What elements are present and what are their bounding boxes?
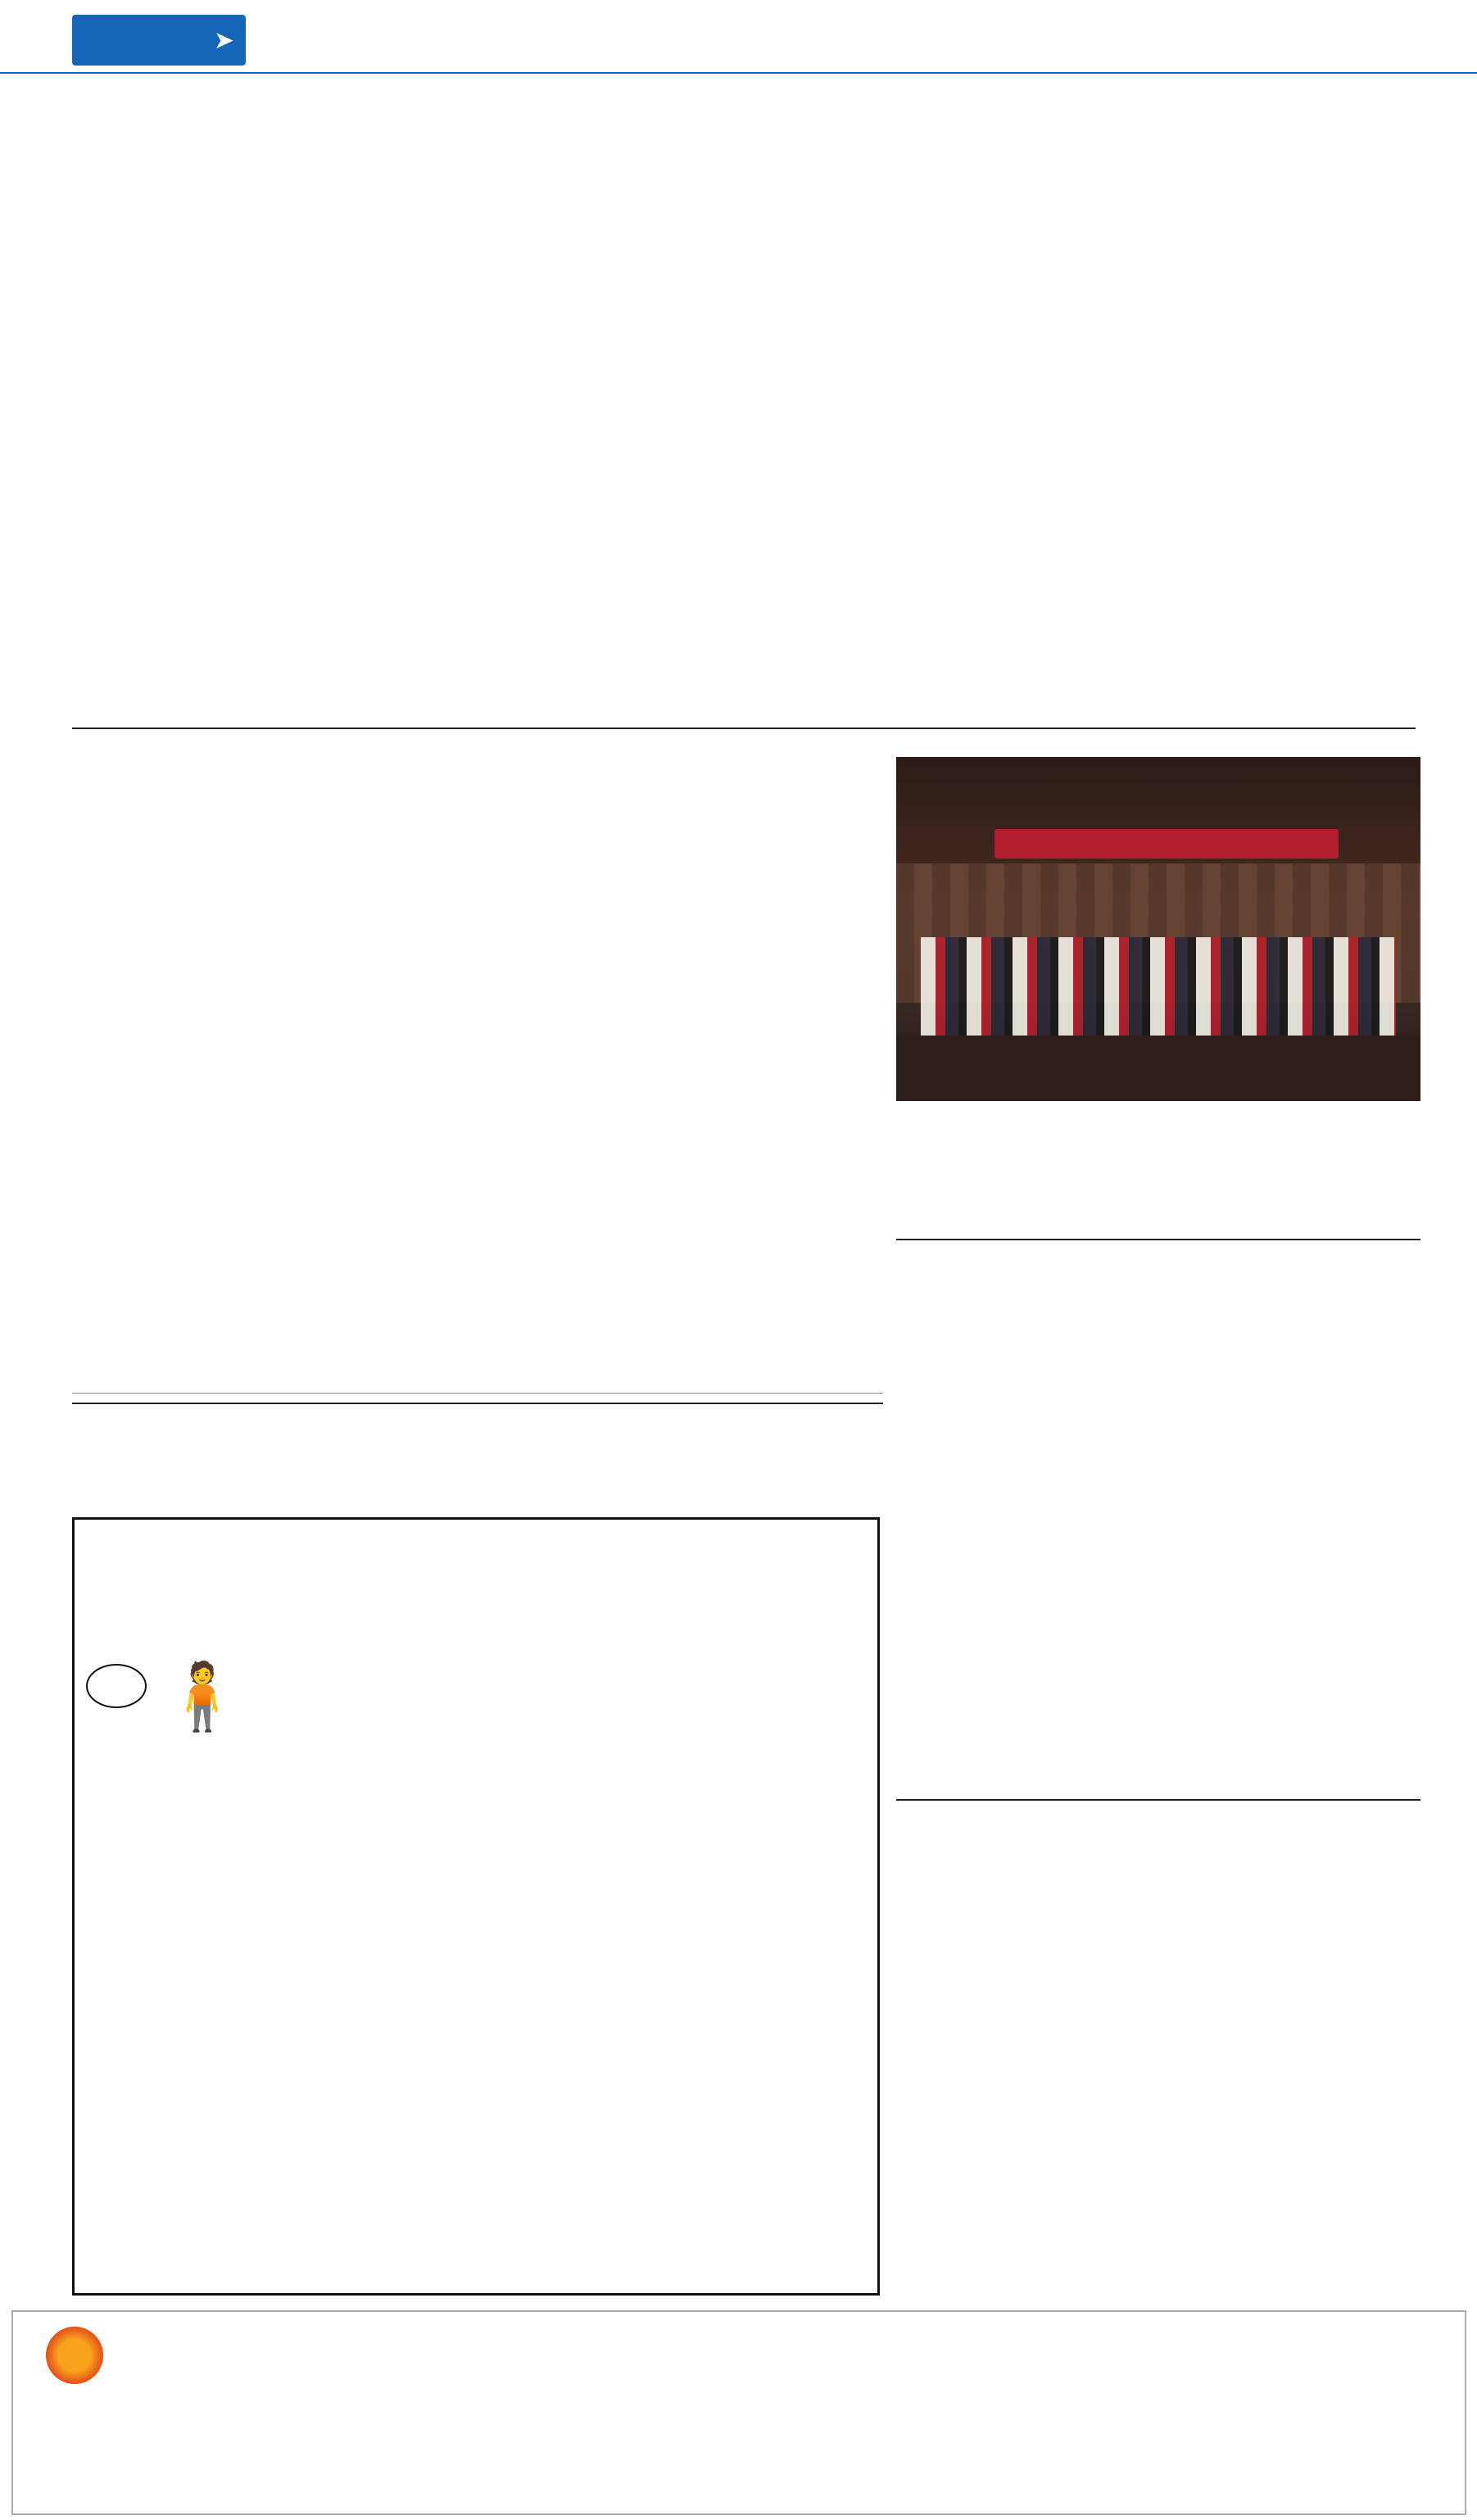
classifieds-section xyxy=(11,2310,1466,2515)
knee-ad xyxy=(72,1517,880,2296)
divider xyxy=(896,1239,1420,1240)
classifieds-header xyxy=(13,2312,1466,2410)
story3-body xyxy=(896,1393,1420,1778)
divider xyxy=(72,1403,883,1404)
story2-bottom-rule xyxy=(72,1393,883,1394)
divider xyxy=(72,727,1416,729)
page-header xyxy=(0,0,1477,98)
section-tab xyxy=(72,15,246,66)
divider xyxy=(896,1799,1420,1801)
header-rule xyxy=(0,72,1477,74)
knee-ad-body xyxy=(86,1651,868,2224)
section-arrow-icon: ➤ xyxy=(213,26,234,55)
performers xyxy=(921,937,1396,1036)
sun-logo-icon xyxy=(46,2327,103,2384)
knee-promo xyxy=(484,2175,869,2199)
stage-floor xyxy=(896,1036,1420,1101)
person-icon: 🧍 xyxy=(161,1658,243,1734)
story5-body xyxy=(896,1909,1420,2269)
stage-banner xyxy=(994,829,1339,859)
story1-body xyxy=(74,401,1417,696)
story4-body xyxy=(385,1412,877,1494)
news-photo xyxy=(896,757,1420,1101)
